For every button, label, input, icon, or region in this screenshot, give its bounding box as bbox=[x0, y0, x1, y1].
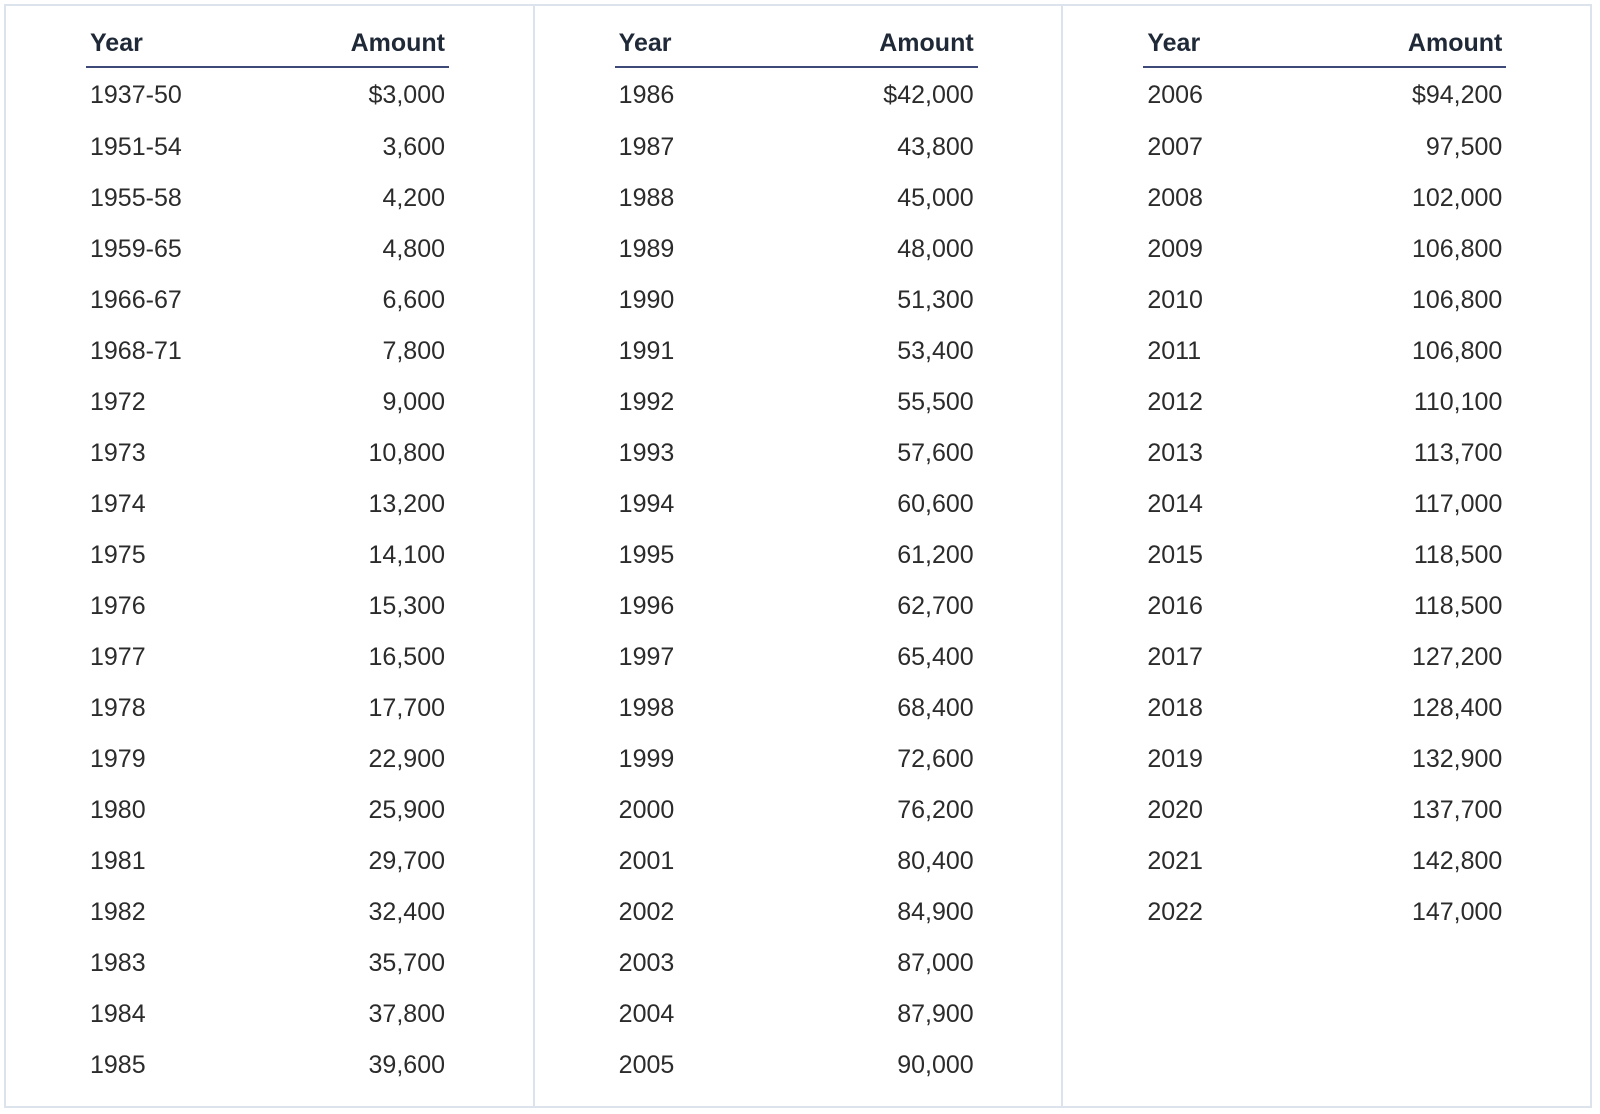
table-row bbox=[86, 530, 449, 581]
amount-cell: 13,200 bbox=[368, 490, 445, 518]
table-row bbox=[1143, 122, 1506, 173]
table-row bbox=[615, 581, 978, 632]
table-row bbox=[86, 938, 449, 989]
amount-cell: 113,700 bbox=[1413, 439, 1503, 467]
amount-cell: 142,800 bbox=[1411, 847, 1503, 875]
year-cell: 2010 bbox=[1147, 286, 1203, 314]
table-row bbox=[615, 887, 978, 938]
year-cell: 1988 bbox=[618, 184, 675, 212]
amount-cell: 15,300 bbox=[368, 592, 445, 620]
year-cell: 2000 bbox=[618, 796, 675, 824]
year-cell: 1972 bbox=[90, 388, 146, 416]
table-row bbox=[1143, 734, 1506, 785]
year-cell: 2004 bbox=[618, 1000, 675, 1028]
year-cell: 1984 bbox=[90, 1000, 146, 1028]
year-cell: 2008 bbox=[1147, 184, 1203, 212]
year-cell: 1989 bbox=[618, 235, 675, 263]
year-cell: 2012 bbox=[1147, 388, 1203, 416]
table-row bbox=[1143, 326, 1506, 377]
year-cell: 2009 bbox=[1147, 235, 1203, 263]
amount-cell: 37,800 bbox=[368, 1000, 445, 1028]
year-cell: 1974 bbox=[90, 490, 146, 518]
table-row bbox=[615, 67, 978, 122]
table-row bbox=[1143, 275, 1506, 326]
amount-cell: 62,700 bbox=[897, 592, 974, 620]
table-row bbox=[86, 122, 449, 173]
year-cell: 1976 bbox=[90, 592, 146, 620]
table-row bbox=[86, 989, 449, 1040]
year-cell: 1991 bbox=[618, 337, 675, 365]
amount-cell: $94,200 bbox=[1411, 80, 1503, 109]
amount-cell: 106,800 bbox=[1411, 235, 1503, 263]
year-cell: 1995 bbox=[618, 541, 675, 569]
year-cell: 1959-65 bbox=[90, 235, 182, 263]
amount-cell: 118,500 bbox=[1413, 592, 1503, 620]
amount-cell: 57,600 bbox=[897, 439, 974, 467]
year-cell: 1979 bbox=[90, 745, 146, 773]
table-row bbox=[86, 224, 449, 275]
table-row bbox=[1143, 479, 1506, 530]
year-cell: 2020 bbox=[1147, 796, 1203, 824]
table-row bbox=[86, 632, 449, 683]
table-row bbox=[615, 785, 978, 836]
year-cell: 1978 bbox=[90, 694, 146, 722]
amount-cell: 110,100 bbox=[1413, 388, 1503, 416]
year-cell: 1999 bbox=[618, 745, 675, 773]
year-cell: 2015 bbox=[1147, 541, 1203, 569]
table-row bbox=[86, 326, 449, 377]
table-row bbox=[86, 1040, 449, 1091]
amount-cell: 35,700 bbox=[368, 949, 445, 977]
year-cell: 2021 bbox=[1147, 847, 1203, 875]
table-row bbox=[86, 836, 449, 887]
amount-cell: $3,000 bbox=[368, 80, 445, 109]
amount-cell: 65,400 bbox=[897, 643, 974, 671]
amount-cell: 10,800 bbox=[368, 439, 445, 467]
year-cell: 1987 bbox=[618, 133, 675, 161]
table-row bbox=[615, 326, 978, 377]
table-panel-2 bbox=[533, 6, 1062, 1106]
amount-cell: 68,400 bbox=[897, 694, 974, 722]
year-cell: 2001 bbox=[618, 847, 675, 875]
year-cell: 1998 bbox=[618, 694, 675, 722]
year-cell: 1966-67 bbox=[90, 286, 182, 314]
amount-table bbox=[86, 20, 449, 1091]
table-row bbox=[1143, 377, 1506, 428]
table-row bbox=[86, 887, 449, 938]
amount-cell: 80,400 bbox=[897, 847, 974, 875]
amount-table bbox=[615, 20, 978, 1091]
year-cell: 2013 bbox=[1147, 439, 1203, 467]
amount-cell: 84,900 bbox=[897, 898, 974, 926]
amount-cell: 132,900 bbox=[1411, 745, 1503, 773]
amount-cell: 48,000 bbox=[897, 235, 974, 263]
table-row bbox=[615, 1040, 978, 1091]
amount-cell: 147,000 bbox=[1411, 898, 1503, 926]
table-panel-1 bbox=[6, 6, 533, 1106]
year-cell: 1994 bbox=[618, 490, 675, 518]
year-cell: 2016 bbox=[1147, 592, 1203, 620]
table-row bbox=[1143, 632, 1506, 683]
amount-cell: 118,500 bbox=[1413, 541, 1503, 569]
table-row bbox=[86, 275, 449, 326]
table-row bbox=[86, 428, 449, 479]
amount-cell: 6,600 bbox=[382, 286, 445, 314]
amount-cell: 61,200 bbox=[897, 541, 974, 569]
table-row bbox=[1143, 581, 1506, 632]
year-cell: 1977 bbox=[90, 643, 146, 671]
table-row bbox=[1143, 785, 1506, 836]
year-column-header: Year bbox=[615, 20, 797, 67]
table-panel-3 bbox=[1061, 6, 1590, 1106]
amount-cell: 106,800 bbox=[1411, 337, 1503, 365]
amount-cell: 87,900 bbox=[897, 1000, 974, 1028]
year-cell: 1980 bbox=[90, 796, 146, 824]
table-row bbox=[86, 785, 449, 836]
table-row bbox=[615, 734, 978, 785]
table-row bbox=[615, 479, 978, 530]
table-row bbox=[615, 938, 978, 989]
table-row bbox=[86, 734, 449, 785]
table-row bbox=[615, 428, 978, 479]
table-row bbox=[615, 224, 978, 275]
amount-cell: 60,600 bbox=[897, 490, 974, 518]
year-cell: 1983 bbox=[90, 949, 146, 977]
amount-cell: 55,500 bbox=[897, 388, 974, 416]
year-cell: 2017 bbox=[1147, 643, 1203, 671]
year-cell: 1973 bbox=[90, 439, 146, 467]
table-body bbox=[86, 67, 449, 1091]
year-cell: 2019 bbox=[1147, 745, 1203, 773]
table-row bbox=[86, 67, 449, 122]
year-cell: 1985 bbox=[90, 1051, 146, 1079]
table-row bbox=[1143, 224, 1506, 275]
year-column-header: Year bbox=[1143, 20, 1325, 67]
amount-cell: 127,200 bbox=[1411, 643, 1503, 671]
amount-column-header: Amount bbox=[268, 20, 450, 67]
amount-cell: 4,200 bbox=[382, 184, 445, 212]
table-row bbox=[615, 836, 978, 887]
amount-cell: 3,600 bbox=[382, 133, 445, 161]
amount-cell: 51,300 bbox=[897, 286, 974, 314]
amount-cell: 17,700 bbox=[368, 694, 445, 722]
amount-column-header: Amount bbox=[796, 20, 978, 67]
amount-cell: $42,000 bbox=[883, 80, 974, 109]
table-row bbox=[86, 377, 449, 428]
year-column-header: Year bbox=[86, 20, 268, 67]
amount-cell: 43,800 bbox=[897, 133, 974, 161]
amount-cell: 9,000 bbox=[382, 388, 445, 416]
year-cell: 1992 bbox=[618, 388, 675, 416]
table-row bbox=[615, 989, 978, 1040]
year-cell: 1993 bbox=[618, 439, 675, 467]
year-cell: 1975 bbox=[90, 541, 146, 569]
table-body bbox=[615, 67, 978, 1091]
year-cell: 1951-54 bbox=[90, 133, 182, 161]
amount-cell: 39,600 bbox=[368, 1051, 445, 1079]
year-cell: 1996 bbox=[618, 592, 675, 620]
year-cell: 2003 bbox=[618, 949, 675, 977]
amount-cell: 14,100 bbox=[368, 541, 445, 569]
table-body bbox=[1143, 67, 1506, 938]
table-row bbox=[615, 173, 978, 224]
table-row bbox=[615, 122, 978, 173]
table-row bbox=[1143, 836, 1506, 887]
amount-cell: 7,800 bbox=[382, 337, 445, 365]
year-cell: 2005 bbox=[618, 1051, 675, 1079]
table-row bbox=[1143, 428, 1506, 479]
amount-table bbox=[1143, 20, 1506, 938]
year-cell: 2011 bbox=[1147, 337, 1202, 365]
table-row bbox=[86, 581, 449, 632]
year-cell: 2006 bbox=[1147, 80, 1203, 109]
table-row bbox=[86, 683, 449, 734]
year-cell: 2002 bbox=[618, 898, 675, 926]
amount-cell: 45,000 bbox=[897, 184, 974, 212]
amount-cell: 53,400 bbox=[897, 337, 974, 365]
amount-cell: 32,400 bbox=[368, 898, 445, 926]
amount-cell: 4,800 bbox=[382, 235, 445, 263]
header-row bbox=[1143, 20, 1506, 67]
table-row bbox=[615, 377, 978, 428]
table-row bbox=[1143, 530, 1506, 581]
amount-cell: 137,700 bbox=[1411, 796, 1503, 824]
year-cell: 1997 bbox=[618, 643, 675, 671]
table-row bbox=[1143, 67, 1506, 122]
amount-cell: 25,900 bbox=[368, 796, 445, 824]
amount-cell: 22,900 bbox=[368, 745, 445, 773]
amount-cell: 90,000 bbox=[897, 1051, 974, 1079]
year-cell: 1990 bbox=[618, 286, 675, 314]
year-cell: 2022 bbox=[1147, 898, 1203, 926]
table-row bbox=[615, 683, 978, 734]
table-row bbox=[615, 632, 978, 683]
year-cell: 1968-71 bbox=[90, 337, 182, 365]
header-row bbox=[615, 20, 978, 67]
amount-cell: 29,700 bbox=[368, 847, 445, 875]
amount-cell: 16,500 bbox=[368, 643, 445, 671]
amount-cell: 76,200 bbox=[897, 796, 974, 824]
year-cell: 1955-58 bbox=[90, 184, 182, 212]
table-row bbox=[1143, 173, 1506, 224]
year-cell: 1982 bbox=[90, 898, 146, 926]
year-cell: 2018 bbox=[1147, 694, 1203, 722]
amount-cell: 72,600 bbox=[897, 745, 974, 773]
amount-cell: 87,000 bbox=[897, 949, 974, 977]
table-row bbox=[615, 275, 978, 326]
year-cell: 2014 bbox=[1147, 490, 1203, 518]
year-cell: 1981 bbox=[90, 847, 146, 875]
amount-cell: 102,000 bbox=[1411, 184, 1503, 212]
year-cell: 2007 bbox=[1147, 133, 1203, 161]
year-cell: 1937-50 bbox=[90, 80, 182, 109]
amount-cell: 117,000 bbox=[1413, 490, 1503, 518]
table-frame bbox=[4, 4, 1592, 1108]
amount-column-header: Amount bbox=[1325, 20, 1507, 67]
table-row bbox=[86, 173, 449, 224]
table-row bbox=[1143, 683, 1506, 734]
amount-cell: 97,500 bbox=[1425, 133, 1503, 161]
table-row bbox=[615, 530, 978, 581]
amount-cell: 106,800 bbox=[1411, 286, 1503, 314]
year-cell: 1986 bbox=[618, 80, 675, 109]
amount-cell: 128,400 bbox=[1411, 694, 1503, 722]
table-row bbox=[1143, 887, 1506, 938]
table-row bbox=[86, 479, 449, 530]
header-row bbox=[86, 20, 449, 67]
